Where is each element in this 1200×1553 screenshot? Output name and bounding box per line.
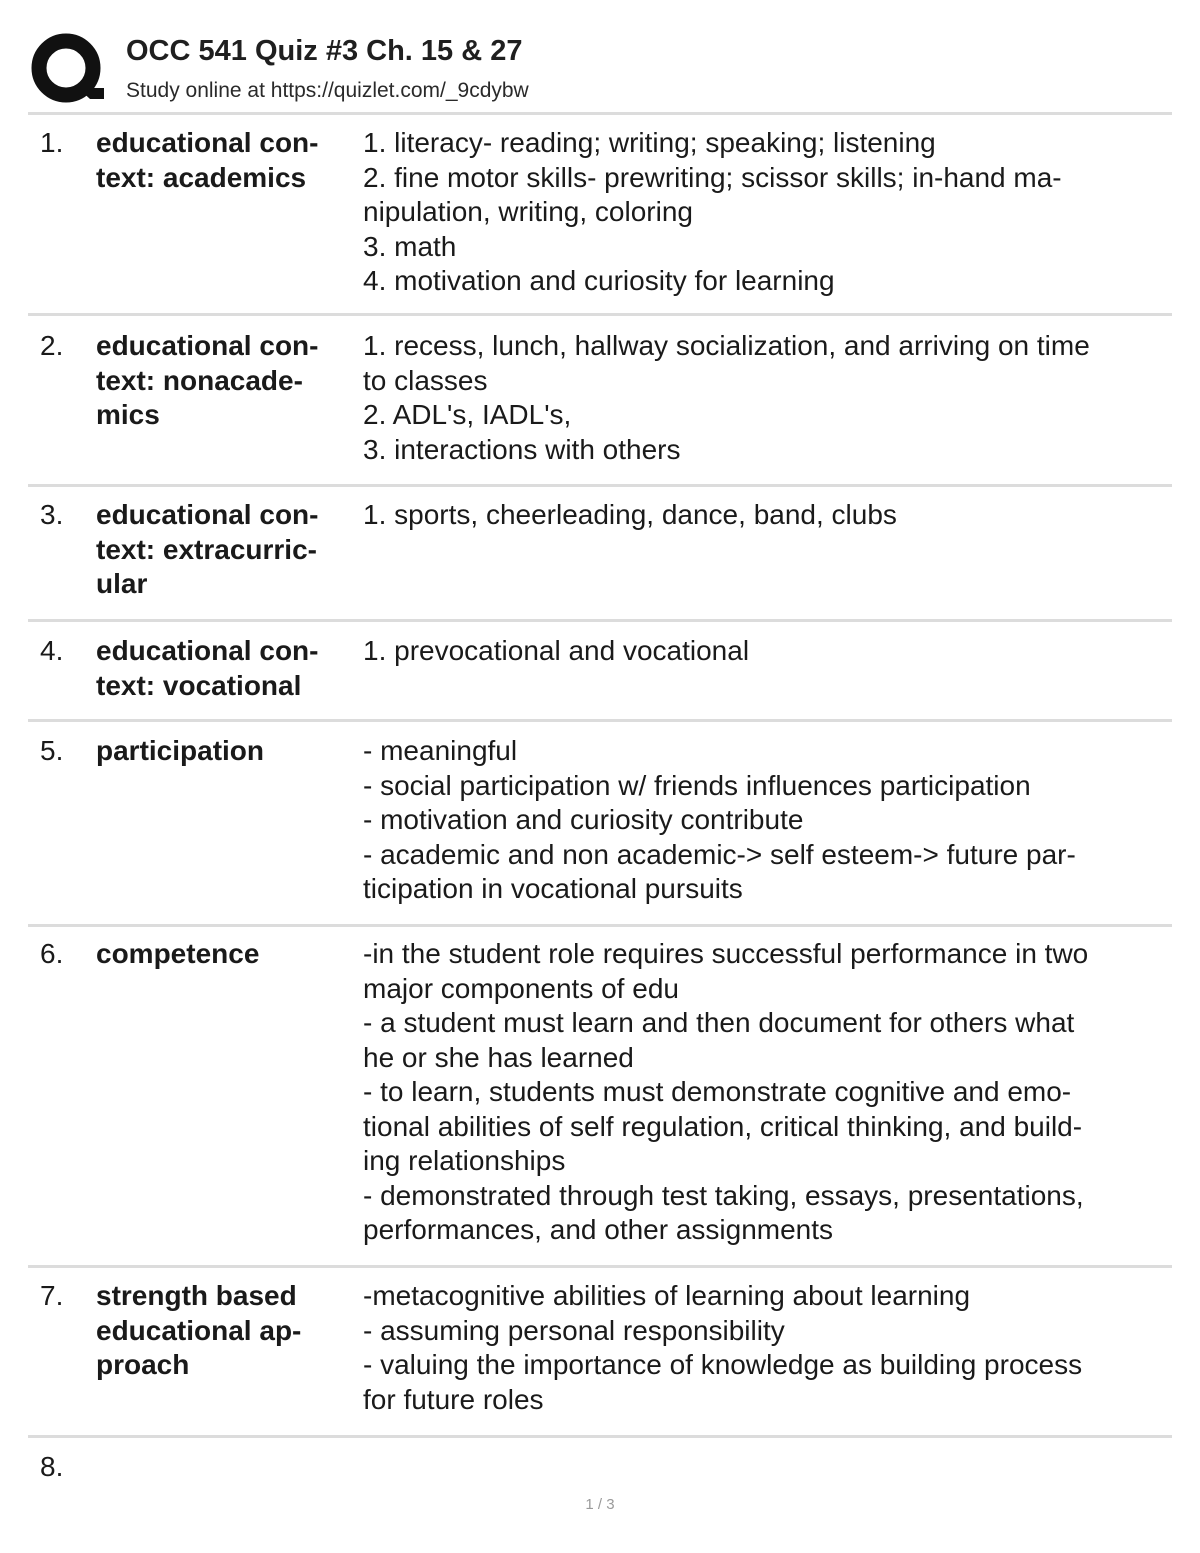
row-divider [28,1265,1172,1268]
definition-line: 1. prevocational and vocational [363,635,750,666]
row-divider [28,924,1172,927]
row-divider [28,719,1172,722]
term-line: participation [96,735,265,766]
definition-line: nipulation, writing, coloring [363,196,693,227]
term-line: text: academics [96,161,307,193]
definition-line: 1. literacy- reading; writing; speaking; listening [363,127,936,158]
card-definition [363,126,1163,299]
card-term [96,1279,358,1383]
card-term [96,634,358,703]
definition-line: - a student must learn and then document for others what [363,1007,1075,1038]
definition-line: - social participation w/ friends influences participation [363,769,1031,801]
row-divider [28,619,1172,622]
definition-line: he or she has learned [363,1041,634,1073]
card-definition [363,1279,1163,1417]
definition-line: ticipation in vocational pursuits [363,873,743,904]
card-number: 1. [40,127,64,158]
card-definition [363,329,1163,467]
definition-line: - valuing the importance of knowledge as building process [363,1349,1083,1380]
card-number: 7. [40,1280,64,1311]
term-line: text: extracurric- [96,533,317,565]
definition-line: -metacognitive abilities of learning about learning [363,1280,971,1311]
definition-line: 4. motivation and curiosity for learning [363,265,835,296]
card-definition [363,937,1163,1248]
header-divider [28,112,1172,115]
term-line: educational con- [96,330,319,361]
definition-line: for future roles [363,1383,544,1415]
definition-line: to classes [363,364,488,396]
page-indicator: 1 / 3 [585,1496,615,1513]
card-term [96,329,358,433]
term-line: text: vocational [96,669,302,701]
card-term [96,734,358,769]
definition-line: 3. interactions with others [363,433,681,465]
card-definition [363,498,1163,533]
card-definition [363,634,1163,669]
term-line: educational ap- [96,1314,302,1346]
row-divider [28,484,1172,487]
definition-line: - demonstrated through test taking, essays, presentations, [363,1179,1084,1211]
row-divider [28,313,1172,316]
card-number: 8. [40,1451,64,1482]
definition-line: 1. recess, lunch, hallway socialization, and arriving on time [363,330,1090,361]
term-line: educational con- [96,499,319,530]
definition-line: 2. ADL's, IADL's, [363,399,572,430]
card-definition [363,734,1163,907]
card-term [96,498,358,602]
definition-line: major components of edu [363,972,679,1004]
row-divider [28,1435,1172,1438]
study-online-link[interactable]: Study online at https://quizlet.com/_9cdybw [126,79,529,102]
document-title: OCC 541 Quiz #3 Ch. 15 & 27 [126,35,523,67]
term-line: ular [96,568,148,599]
definition-line: tional abilities of self regulation, critical thinking, and build- [363,1110,1083,1142]
definition-line: ing relationships [363,1145,566,1176]
definition-line: 2. fine motor skills- prewriting; scissor skills; in-hand ma- [363,161,1062,193]
definition-line: 1. sports, cheerleading, dance, band, clubs [363,499,897,530]
card-number: 2. [40,330,64,361]
term-line: educational con- [96,635,319,666]
definition-line: - meaningful [363,735,518,766]
definition-line: -in the student role requires successful performance in two [363,938,1089,969]
term-line: proach [96,1349,190,1380]
definition-line: - academic and non academic-> self esteem-> future par- [363,838,1076,870]
term-line: competence [96,938,260,969]
definition-line: 3. math [363,230,457,262]
card-term [96,126,358,195]
definition-line: - motivation and curiosity contribute [363,804,804,835]
card-number: 3. [40,499,64,530]
card-term [96,937,358,972]
card-number: 6. [40,938,64,969]
term-line: strength based [96,1280,297,1311]
definition-line: performances, and other assignments [363,1214,834,1245]
card-number: 4. [40,635,64,666]
term-line: text: nonacade- [96,364,303,396]
term-line: mics [96,399,160,430]
header [28,28,1172,110]
term-line: educational con- [96,127,319,158]
card-number: 5. [40,735,64,766]
definition-line: - to learn, students must demonstrate cognitive and emo- [363,1076,1072,1107]
quizlet-logo-icon [30,32,106,108]
definition-line: - assuming personal responsibility [363,1314,785,1346]
